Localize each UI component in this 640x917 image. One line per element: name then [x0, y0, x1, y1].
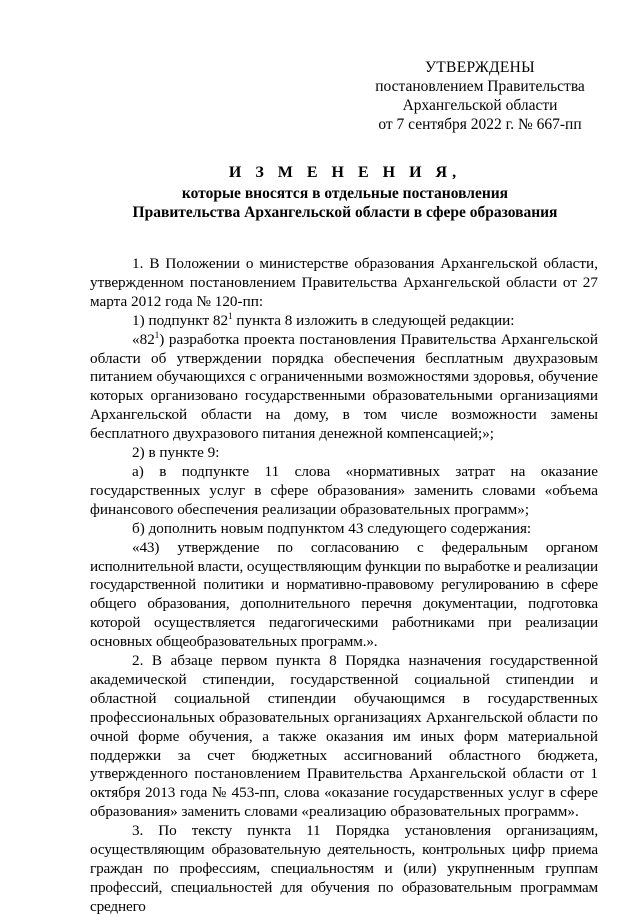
- approval-line-3: от 7 сентября 2022 г. № 667-пп: [378, 116, 582, 133]
- paragraph-2-end: пункта 8 изложить в следующей редакции:: [232, 311, 515, 329]
- subtitle-line-2: Правительства Архангельской области в сфере образования: [132, 204, 558, 221]
- paragraph-5: а) в подпункте 11 слова «нормативных затрат на оказание государственных услуг в сфере образования» заменить словами «объема финансового обеспечения реализации образовательных программ»;: [90, 462, 598, 518]
- approval-line-1: постановлением Правительства: [375, 78, 585, 95]
- paragraph-4: 2) в пункте 9:: [132, 444, 220, 462]
- paragraph-9: 3. По тексту пункта 11 Порядка установления организациям, осуществляющим образовательную деятельность, контрольных цифр приема граждан по профессиям, специальностям и (или) укрупненным группам профессий, специальностей для обучения по образовательным программам среднего: [90, 822, 598, 915]
- paragraph-8: 2. В абзаце первом пункта 8 Порядка назначения государственной академической стипендии, государственной социальной стипендии и областной социальной стипендии обучающимся в государственных профессиональных образовательных организациях Архангельской области по очной форме обучения, а также оказания им иных форм материальной поддержки за счет бюджетных ассигнований областного бюджета, утвержденного постановлением Правительства Архангельской области от 1 октября 2013 года № 453-пп, слова «оказание государственных услуг в сфере образования» заменить словами «реализацию образовательных программ».: [90, 652, 598, 821]
- paragraph-2: [90, 312, 598, 331]
- approval-block: [360, 58, 600, 134]
- paragraph-2-start: 1) подпункт 82: [132, 311, 229, 329]
- subtitle-line-1: которые вносятся в отдельные постановления: [181, 185, 509, 202]
- superscript: 1: [154, 329, 160, 340]
- superscript: 1: [228, 310, 233, 321]
- paragraph-1: 1. В Положении о министерстве образования Архангельской области, утвержденном постановлением Правительства Архангельской области от 27 марта 2012 года № 120-пп:: [90, 255, 598, 310]
- document-title: И З М Е Н Е Н И Я,: [228, 164, 462, 181]
- paragraph-6: б) дополнить новым подпунктом 43 следующего содержания:: [132, 519, 532, 537]
- paragraph-3-start: «82: [132, 330, 155, 348]
- paragraph-3-end: ) разработка проекта постановления Правительства Архангельской области об утверждении порядка обеспечения бесплатным двухразовым питанием обучающихся с ограниченными возможностями здоровья, обучение которых организовано государственными образовательными организациями Архангельской области на дому, в том числе возможности замены бесплатного двухразового питания денежной компенсацией;»;: [90, 330, 598, 443]
- paragraph-3: [90, 331, 598, 444]
- approval-line-2: Архангельской области: [402, 97, 558, 114]
- approval-stamp: УТВЕРЖДЕНЫ: [425, 59, 535, 76]
- document-subtitle: [90, 184, 600, 222]
- paragraph-7: «43) утверждение по согласованию с федеральным органом исполнительной власти, осуществляющим функции по выработке и реализации государственной политики и нормативно-правовому регулированию в сфере общего образования, дополнительного перечня документации, подготовка которой осуществляется педагогическими работниками при реализации основных общеобразовательных программ.».: [90, 538, 598, 651]
- document-body: [90, 255, 598, 917]
